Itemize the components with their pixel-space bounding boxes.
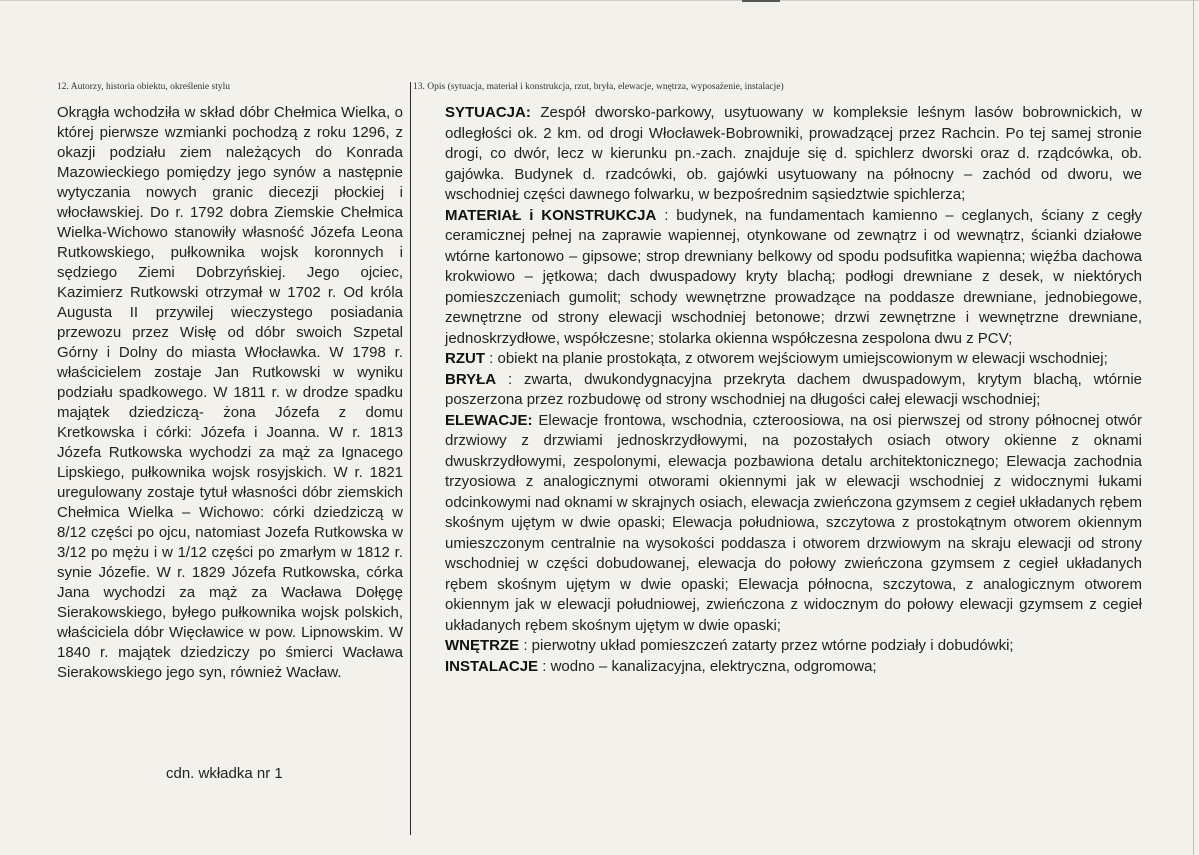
wnetrze-label: WNĘTRZE [445, 637, 520, 654]
history-column [57, 103, 403, 683]
rzut-label: RZUT [445, 350, 485, 367]
material-text: : budynek, na fundamentach kamienno – ceglanych, ściany z cegły ceramicznej pełnej na zaprawie wapiennej, otynkowane od zewnątrz i od wewnątrz, ścianki działowe wtórne kartonowo – gipsowe; strop drewniany belkowy od spodu podsufitka wapienna; więźba dachowa krokwiowo – jętkowa; dach dwuspadowy kryty blachą; podłogi drewniane z desek, w niektórych pomieszczeniach gumolit; schody wewnętrzne prowadzące na poddasze drewniane, jednobiegowe, zewnętrzne od strony elewacji wschodniej betonowe; drzwi zewnętrzne i wewnętrzne drewniane, jednoskrzydłowe, współczesne; stolarka okienna współczesna zespolona dwu z PCV; [445, 206, 1142, 347]
continuation-note: cdn. wkładka nr 1 [166, 765, 283, 782]
section-elewacje [445, 411, 1142, 637]
instalacje-text: : wodno – kanalizacyjna, elektryczna, odgromowa; [538, 657, 877, 675]
material-label: MATERIAŁ i KONSTRUKCJA [445, 206, 657, 224]
left-column-heading: 12. Autorzy, historia obiektu, określenie stylu [57, 82, 230, 92]
instalacje-label: INSTALACJE [445, 657, 539, 675]
top-edge-rule [0, 0, 1199, 1]
right-border-line [1193, 0, 1194, 855]
rzut-text: : obiekt na planie prostokąta, z otworem wejściowym umiejscowionym w elewacji wschodniej; [485, 350, 1108, 367]
section-sytuacja [445, 103, 1142, 206]
section-instalacje [445, 657, 1142, 678]
elewacje-label: ELEWACJE: [445, 411, 533, 429]
top-edge-mark [742, 0, 780, 2]
section-material [445, 206, 1142, 350]
bryla-label: BRYŁA [445, 370, 497, 388]
section-rzut [445, 349, 1142, 370]
bryla-text: : zwarta, dwukondygnacyjna przekryta dachem dwuspadowym, krytym blachą, wtórnie poszerzona przez rozbudowę od strony wschodniej na długości całej elewacji wschodniej; [445, 370, 1142, 408]
wnetrze-text: : pierwotny układ pomieszczeń zatarty przez wtórne podziały i dobudówki; [519, 637, 1014, 654]
section-wnetrze [445, 636, 1142, 657]
section-bryla [445, 370, 1142, 411]
elewacje-text: Elewacje frontowa, wschodnia, czteroosiowa, na osi pierwszej od strony północnej otwór drzwiowy z drzwiami jednoskrzydłowymi, na pozostałych osiach otwory okienne z oknami dwuskrzydłowymi, zespolonymi, elewacja pozbawiona detalu architektonicznego; Elewacja zachodnia trzyosiowa z analogicznymi otworami okiennymi jak w elewacji wschodniej z widocznymi łukami odcinkowymi nad oknami w skrajnych osiach, elewacja zwieńczona gzymsem z cegieł układanych rębem skośnym ujętym w dwie opaski; Elewacja południowa, szczytowa z prostokątnym otworem okiennym umieszczonym centralnie na wysokości poddasza i otworem drzwiowym na skraju elewacji od strony wschodniej w części dobudowanej, elewacja do połowy zwieńczona gzymsem z cegieł układanych rębem skośnym ujętym w dwie opaski; Elewacja północna, szczytowa, z analogicznym otworem okiennym jak w elewacji południowej, zwieńczona z widocznym do połowy elewacji gzymsem z cegieł układanych rębem skośnym ujętym w dwie opaski; [445, 411, 1142, 634]
right-column-heading: 13. Opis (sytuacja, materiał i konstrukcja, rzut, bryła, elewacje, wnętrza, wyposażenie, instalacje) [413, 82, 784, 92]
sytuacja-text: Zespół dworsko-parkowy, usytuowany w kompleksie leśnym lasów bobrownickich, w odległości ok. 2 km. od drogi Włocławek-Bobrowniki, prowadzącej przez Rachcin. Po tej samej stronie drogi, co dwór, lecz w kierunku pn.-zach. znajduje się d. spichlerz dworski oraz d. rządcówka, ob. gajówka. Budynek d. rzadcówki, ob. gajówki usytuowany na północny – zachód od dworu, we wschodniej części dawnego folwarku, w bezpośrednim sąsiedztwie spichlerza; [445, 104, 1142, 203]
column-divider [410, 82, 411, 835]
description-column [445, 103, 1142, 677]
sytuacja-label: SYTUACJA: [445, 104, 531, 121]
history-text: Okrągła wchodziła w skład dóbr Chełmica Wielka, o której pierwsze wzmianki pochodzą z roku 1296, z okazji podziału ziem należących do Konrada Mazowieckiego pomiędzy jego synów a następnie wytyczania nowych granic diecezji płockiej i włocławskiej. Do r. 1792 dobra Ziemskie Chełmica Wielka-Wichowo stanowiły własność Józefa Leona Rutkowskiego, pułkownika wojsk koronnych i sędziego Ziemi Dobrzyńskiej. Jego ojciec, Kazimierz Rutkowski otrzymał w 1702 r. Od króla Augusta II przywilej wieczystego posiadania przewozu przez Wisłę od dóbr swoich Szpetal Górny i Dolny do miasta Włocławka. W 1798 r. właścicielem zostaje Jan Rutkowski w wyniku podziału spadkowego. W 1811 r. w drodze spadku majątek dziedziczą- żona Józefa z domu Kretkowska i córki: Józefa i Joanna. W r. 1813 Józefa Rutkowska wychodzi za mąż za Ignacego Lipskiego, pułkownika wojsk rosyjskich. W r. 1821 uregulowany zostaje tytuł własności dóbr ziemskich Chełmica Wielka – Wichowo: córki dziedziczą w 8/12 części po ojcu, natomiast Jozefa Rutkowska w 3/12 po mężu i w 1/12 części po zmarłym w 1812 r. synie Józefie. W r. 1829 Józefa Rutkowska, córka Jana wychodzi za mąż za Wacława Dołęgę Sierakowskiego, byłego pułkownika wojsk polskich, właściciela dóbr Więcławice w pow. Lipnowskim. W 1840 r. majątek dziedziczy po śmierci Wacława Sierakowskiego jego syn, również Wacław. [57, 104, 403, 681]
